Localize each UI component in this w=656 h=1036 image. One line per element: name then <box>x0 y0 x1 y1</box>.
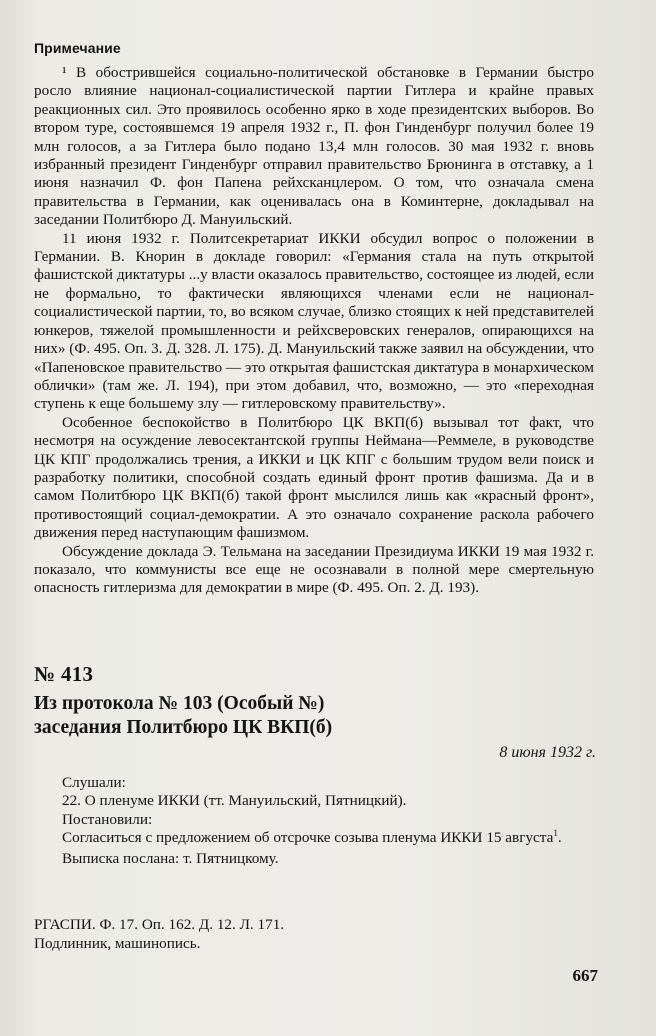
notes-block <box>34 64 594 598</box>
archive-status: Подлинник, машинопись. <box>34 934 201 952</box>
document-number: № 413 <box>34 662 94 686</box>
document-date: 8 июня 1932 г. <box>499 744 596 761</box>
decided-text-end: . <box>557 829 562 847</box>
protocol-body <box>34 774 594 868</box>
note-paragraph: Обсуждение доклада Э. Тельмана на заседании Президиума ИККИ 19 мая 1932 г. показало, что коммунисты все еще не осознавали в полной мере смертельную опасность гитлеризма для демократии в мире (Ф. 495. Оп. 2. Д. 193). <box>34 542 594 597</box>
archive-reference: РГАСПИ. Ф. 17. Оп. 162. Д. 12. Л. 171. <box>34 916 285 933</box>
decided-text-body: Согласиться с предложением об отсрочке созыва пленума ИККИ 15 августа <box>62 829 554 847</box>
note-paragraph: 11 июня 1932 г. Политсекретариат ИККИ обсудил вопрос о положении в Германии. В. Кнорин в докладе говорил: «Германия стала на путь открытой фашистской диктатуры ...у власти оказалось правительство, состоящее из людей, если не формально, то фактически являющихся членами если не национал-социалистической партии, то, во всяком случае, близко стоящих к ней представителей юнкеров, тяжелой промышленности и рейхсверовских генералов, опирающихся на них» (Ф. 495. Оп. 3. Д. 328. Л. 175). Д. Мануильский также заявил на обсуждении, что «Папеновское правительство — это открытая фашистская диктатура в монархическом облички» (там же. Л. 194), при этом добавил, что, возможно, — это «переходная ступень к еще большему злу — гитлеровскому правительству». <box>34 229 594 413</box>
heard-item: 22. О пленуме ИККИ (тт. Мануильский, Пятницкий). <box>62 792 407 810</box>
heard-label: Слушали: <box>62 774 126 791</box>
page-number: 667 <box>572 966 598 985</box>
decided-label: Постановили: <box>62 810 153 828</box>
document-title <box>34 692 594 740</box>
decided-text <box>34 829 594 847</box>
footnote-ref: 1 <box>553 828 558 839</box>
document-title-line: заседания Политбюро ЦК ВКП(б) <box>34 717 333 738</box>
note-paragraph: Особенное беспокойство в Политбюро ЦК ВКП(б) вызывал тот факт, что несмотря на осуждение левосектантской группы Неймана—Реммеле, в руководстве ЦК КПГ продолжались трения, а ИККИ и ЦК КПГ с большим трудом вели поиск и разработку политики, способной создать единый фронт против фашизма. Да и в самом Политбюро ЦК ВКП(б) такой фронт мыслился лишь как «красный фронт», противостоящий социал-демократии. А это означало сохранение раскола рабочего движения перед наступающим фашизмом. <box>34 413 594 542</box>
archive-info <box>34 916 594 953</box>
sent-text: Выписка послана: т. Пятницкому. <box>62 849 279 867</box>
note-paragraph: ¹ В обострившейся социально-политической обстановке в Германии быстро росло влияние национал-социалистической партии Гитлера и крайне правых реакционных сил. Это проявилось особенно ярко в ходе президентских выборов. Во втором туре, состоявшемся 19 апреля 1932 г., П. фон Гинденбург получил более 19 млн голосов, а за Гитлера было подано 13,4 млн голосов. 30 мая 1932 г. вновь избранный президент Гинденбург отправил правительство Брюнинга в отставку, а 1 июня назначил Ф. фон Папена рейхсканцлером. О том, что означала смена правительства в Германии, как оценивалась она в Коминтерне, докладывал на заседании Политбюро Д. Мануильский. <box>34 64 594 229</box>
document-title-line: Из протокола № 103 (Особый №) <box>34 693 325 714</box>
section-title: Примечание <box>34 40 121 56</box>
